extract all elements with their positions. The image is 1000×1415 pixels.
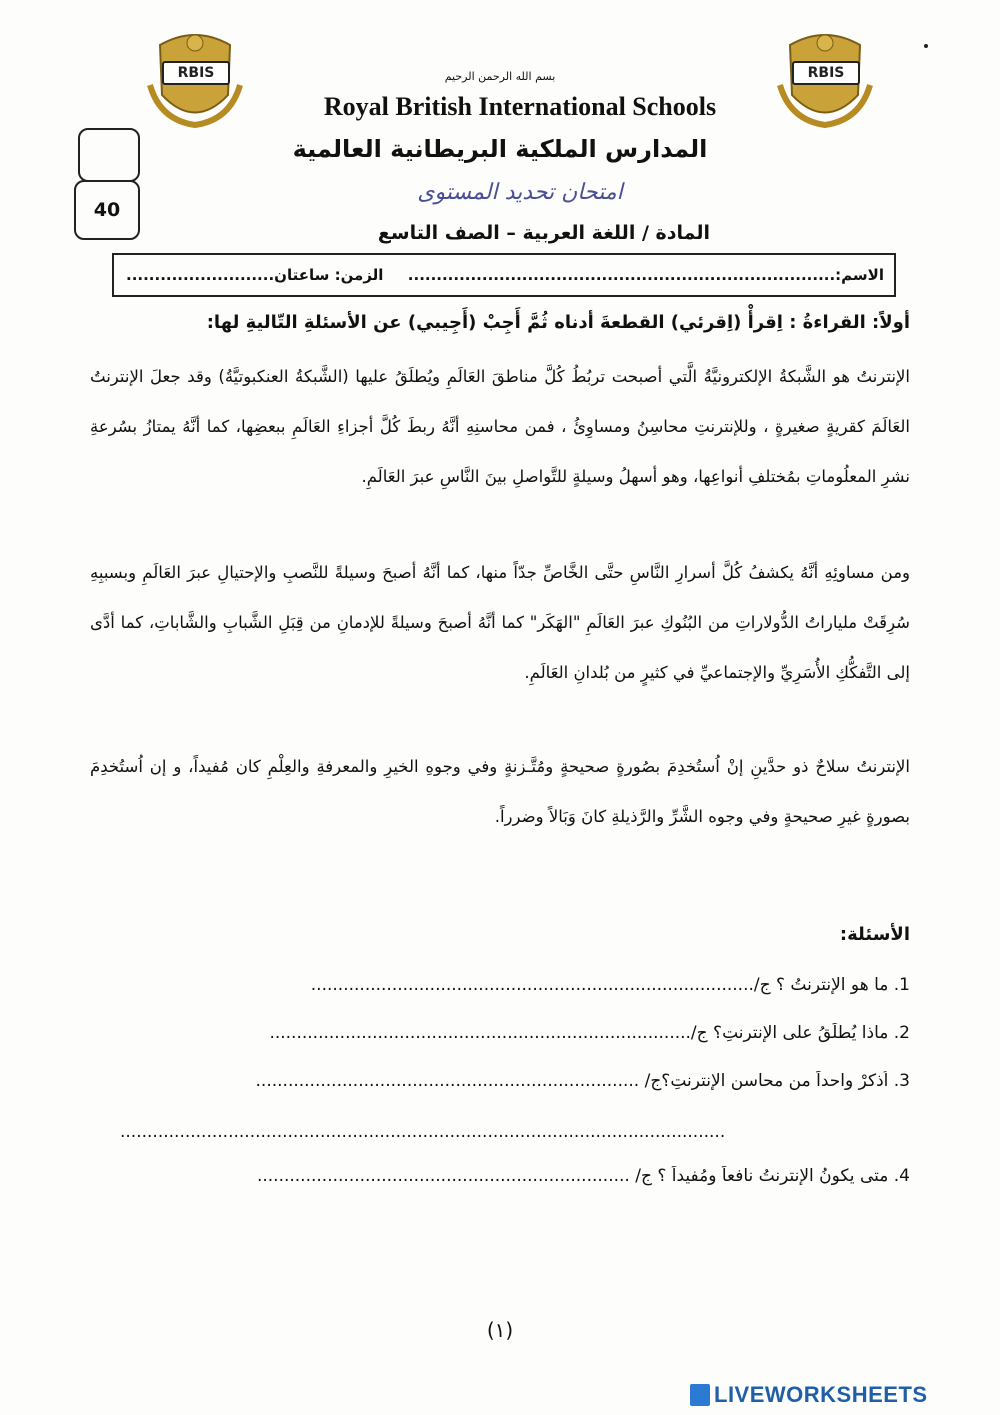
question-4[interactable]: 4. متى يكونُ الإنترنتُ نافعاً ومُفيداً ؟ ج/ ..................................................................... — [256, 1166, 910, 1186]
question-1[interactable]: 1. ما هو الإنترنتُ ؟ ج/.................................................................................. — [310, 975, 910, 995]
school-name-arabic: المدارس الملكية البريطانية العالمية — [292, 135, 708, 163]
reading-paragraph-3: الإنترنتُ سلاحٌ ذو حدَّينِ إنْ اُستُخدِمَ بصُورةٍ صحيحةٍ ومُتَّـزنةٍ وفي وجوهِ الخيرِ والمعرفةِ والعِلْمِ كان مُفيداً، و إن اُستُخدِمَ بصورةٍ غيرِ صحيحةٍ وفي وجوه الشَّرِّ والرَّذيلةِ كانَ وَبَالاً وضرراً. — [90, 757, 910, 826]
reading-paragraph-2: ومن مساوئِهِ أنَّهُ يكشفُ كُلَّ أسرارِ النَّاسِ حتَّى الخَّاصِّ جدّاً منها، كما أنَّهُ أصبحَ وسيلةً للنَّصبِ والإحتيالِ عبرَ العَالَمِ وبسببِهِ سُرِقَتْ ملياراتُ الدُّولاراتِ من البُنُوكِ عبرَ العَالَمِ "الهَكَر" كما أنَّهُ أصبحَ وسيلةً للإدمانِ من قِبَلِ الشَّبابِ والشَّاباتِ، كما أدَّى إلى التَّفكُّكِ الأُسَرِيِّ والإجتماعيِّ في كثيرٍ من بُلدانِ العَالَمِ. — [90, 563, 910, 682]
exam-title: امتحان تحديد المستوى — [417, 180, 623, 205]
brand-text: LIVEWORKSHEETS — [714, 1382, 928, 1407]
answer-line-extra[interactable]: ................................................................................................................ — [120, 1122, 726, 1142]
logo-text: RBIS — [162, 61, 230, 85]
score-box: 40 — [74, 180, 140, 240]
questions-title: الأسئلة: — [839, 924, 910, 945]
liveworksheets-icon — [690, 1384, 710, 1406]
speck — [924, 44, 928, 48]
reading-instruction: أولاً: القراءةُ : اِقرأْ (اِقرئي) القطعةَ أدناه ثُمَّ أَجِبْ (أَجِيبي) عن الأسئلةِ التّاليةِ لها: — [206, 312, 910, 333]
grade-box[interactable] — [78, 128, 140, 182]
name-field[interactable]: الاسم:........................................................................... — [407, 266, 884, 284]
liveworksheets-brand — [690, 1380, 990, 1410]
school-logo-right — [770, 25, 880, 135]
reading-paragraph-1: الإنترنتُ هو الشَّبكةُ الإلكترونيَّةُ الَّتي أصبحت تربُطُ كُلَّ مناطقَ العَالَمِ ويُطلَقُ عليها (الشَّبكةُ العنكبوتيَّةُ) وقد جعلَ الإنترنتُ العَالَمَ كقريةٍ صغيرةٍ ، وللإنترنتِ محاسِنُ ومساوِئُ ، فمن محاسنِهِ أنَّهُ ربطَ كُلَّ أجزاءِ العَالَمِ ببعضِها، كما أنَّهُ يمتازُ بسُرعةِ نشرِ المعلُوماتِ بمُختلفِ أنواعِها، وهو أسهلُ وسيلةٍ للتَّواصلِ بينَ النَّاسِ عبرَ العَالَمِ. — [90, 367, 910, 486]
logo-text: RBIS — [792, 61, 860, 85]
basmala: بسم الله الرحمن الرحيم — [444, 70, 556, 83]
subject-line: المادة / اللغة العربية – الصف التاسع — [377, 222, 710, 244]
name-time-bar — [112, 253, 896, 297]
school-logo-left — [140, 25, 250, 135]
question-2[interactable]: 2. ماذا يُطلَقُ على الإنترنتِ؟ ج/.............................................................................. — [269, 1023, 910, 1043]
time-label: الزمن: ساعتان.......................... — [126, 266, 384, 284]
question-3[interactable]: 3. اُذكرْ واحداً من محاسنِ الإنترنتِ؟ج/ ....................................................................... — [255, 1071, 910, 1091]
page-number: (١) — [486, 1318, 514, 1342]
school-name-english: Royal British International Schools — [323, 92, 717, 121]
